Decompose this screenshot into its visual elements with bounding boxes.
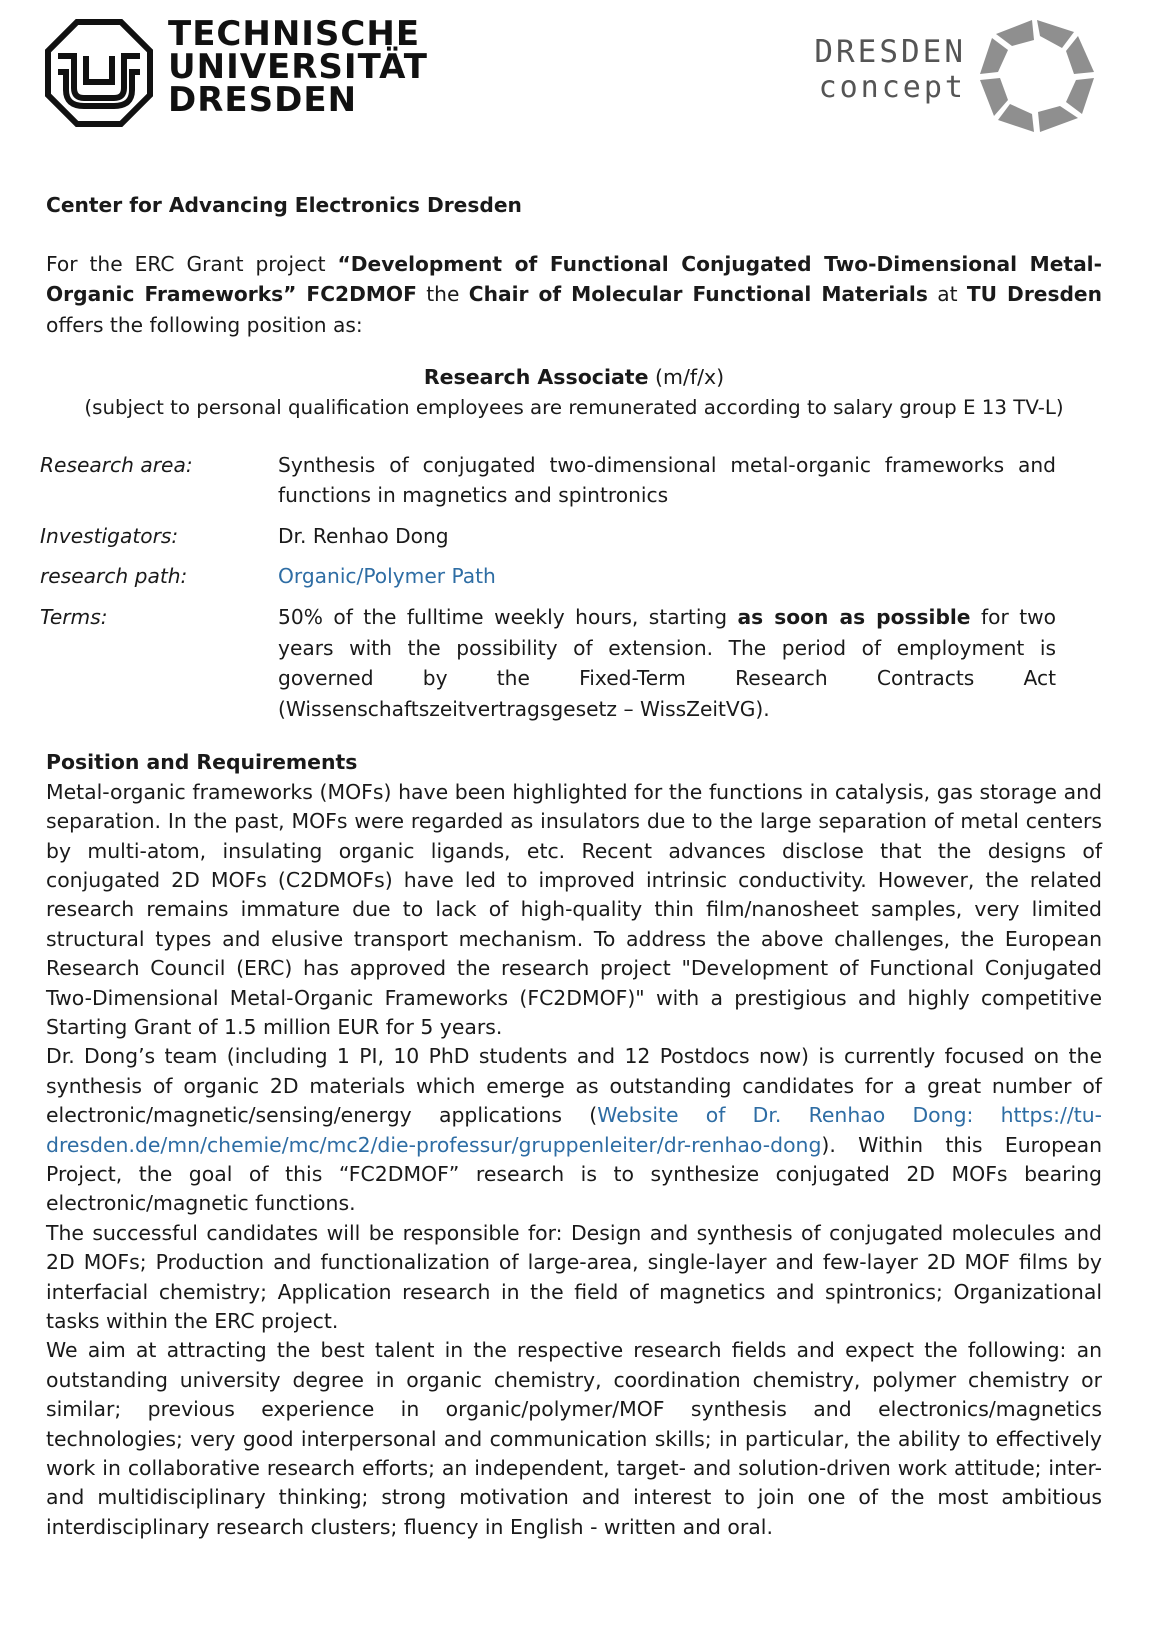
position-details bbox=[40, 450, 1102, 725]
intro-project-title: “Development of Functional Conjugated Two-Dimensional Metal-Organic Frameworks” FC2DMOF bbox=[46, 251, 1102, 307]
intro-text: at bbox=[927, 282, 967, 307]
detail-value: Synthesis of conjugated two-dimensional metal-organic frameworks and functions in magnetics and spintronics bbox=[278, 452, 1056, 508]
detail-label: Research area: bbox=[40, 452, 193, 477]
detail-row-research-area bbox=[40, 450, 1102, 511]
detail-value: Dr. Renhao Dong bbox=[278, 523, 449, 548]
paragraph-text: Dr. Dong’s team (including 1 PI, 10 PhD students and 12 Postdocs now) is currently focused on the synthesis of organic 2D materials which emerge as outstanding candidates for a great number of electronic/magnetic/sensing/energy applications ( bbox=[46, 1044, 1102, 1128]
terms-text: 50% of the fulltime weekly hours, starting bbox=[278, 604, 738, 629]
tud-logo-icon bbox=[44, 18, 154, 128]
detail-label: research path: bbox=[40, 564, 188, 589]
intro-university: TU Dresden bbox=[966, 282, 1102, 307]
tud-name-line: UNIVERSITÄT bbox=[168, 47, 428, 87]
detail-label: Terms: bbox=[40, 604, 108, 629]
position-title bbox=[46, 362, 1102, 393]
requirements-paragraph bbox=[46, 1042, 1102, 1218]
detail-row-terms bbox=[40, 602, 1102, 724]
intro-text: the bbox=[416, 282, 469, 307]
requirements-section bbox=[46, 748, 1102, 1542]
requirements-paragraph: We aim at attracting the best talent in the respective research fields and expect the following: an outstanding university degree in organic chemistry, coordination chemistry, polymer chemistry or similar; previous experience in organic/polymer/MOF synthesis and electronics/magnetics technologies; very good interpersonal and communication skills; in particular, the ability to effectively work in collaborative research efforts; an independent, target- and solution-driven work attitude; inter- and multidisciplinary thinking; strong motivation and interest to join one of the most ambitious interdisciplinary research clusters; fluency in English - written and oral. bbox=[46, 1338, 1102, 1539]
intro-text: offers the following position as: bbox=[46, 312, 363, 337]
dresden-concept-wordmark bbox=[790, 34, 966, 106]
dresden-concept-logo-icon bbox=[978, 18, 1096, 134]
intro-text: For the ERC Grant project bbox=[46, 251, 338, 276]
position-title-text: Research Associate bbox=[423, 365, 649, 390]
dresden-concept-line: DRESDEN bbox=[814, 34, 966, 70]
paragraph-text: ). Within this European Project, the goal of this “FC2DMOF” research is to synthesize conjugated 2D MOFs bearing electronic/magnetic functions. bbox=[46, 1132, 1102, 1216]
terms-text: for two years with the possibility of extension. The period of employment is governed by the Fixed-Term Research Contracts Act (Wissenschaftszeitvertragsgesetz – WissZeitVG). bbox=[278, 604, 1056, 721]
website-link[interactable]: Website of Dr. Renhao Dong: https://tu-dresden.de/mn/chemie/mc/mc2/die-professur/gruppenleiter/dr-renhao-dong bbox=[46, 1103, 1102, 1157]
detail-value bbox=[278, 602, 1056, 724]
detail-row-investigators bbox=[40, 521, 1102, 552]
tud-wordmark bbox=[168, 14, 428, 120]
center-name: Center for Advancing Electronics Dresden bbox=[46, 193, 522, 217]
terms-start: as soon as possible bbox=[737, 604, 971, 629]
intro-chair: Chair of Molecular Functional Materials bbox=[468, 282, 928, 307]
detail-row-research-path bbox=[40, 561, 1102, 592]
requirements-paragraph: The successful candidates will be responsible for: Design and synthesis of conjugated molecules and 2D MOFs; Production and functionalization of large-area, single-layer and few-layer 2D MOF films by interfacial chemistry; Application research in the field of magnetics and spintronics; Organizational tasks within the ERC project. bbox=[46, 1220, 1102, 1334]
page-header bbox=[0, 0, 1160, 150]
position-title-suffix: (m/f/x) bbox=[648, 365, 725, 390]
tud-name-line: TECHNISCHE bbox=[168, 14, 421, 54]
job-posting bbox=[40, 190, 1102, 1542]
intro-paragraph bbox=[46, 249, 1102, 341]
dresden-concept-line: concept bbox=[818, 70, 966, 105]
position-title-block bbox=[46, 362, 1102, 423]
salary-note: (subject to personal qualification employees are remunerated according to salary group E 13 TV-L) bbox=[84, 395, 1064, 419]
requirements-paragraph: Metal-organic frameworks (MOFs) have been highlighted for the functions in catalysis, gas storage and separation. In the past, MOFs were regarded as insulators due to the large separation of metal centers by multi-atom, insulating organic ligands, etc. Recent advances disclose that the designs of conjugated 2D MOFs (C2DMOFs) have led to improved intrinsic conductivity. However, the related research remains immature due to lack of high-quality thin film/nanosheet samples, very limited structural types and elusive transport mechanism. To address the above challenges, the European Research Council (ERC) has approved the research project "Development of Functional Conjugated Two-Dimensional Metal-Organic Frameworks (FC2DMOF)" with a prestigious and highly competitive Starting Grant of 1.5 million EUR for 5 years. bbox=[46, 779, 1102, 1039]
detail-label: Investigators: bbox=[40, 523, 179, 548]
section-heading: Position and Requirements bbox=[46, 750, 358, 775]
research-path-link[interactable]: Organic/Polymer Path bbox=[278, 564, 496, 589]
tud-name-line: DRESDEN bbox=[168, 80, 358, 120]
